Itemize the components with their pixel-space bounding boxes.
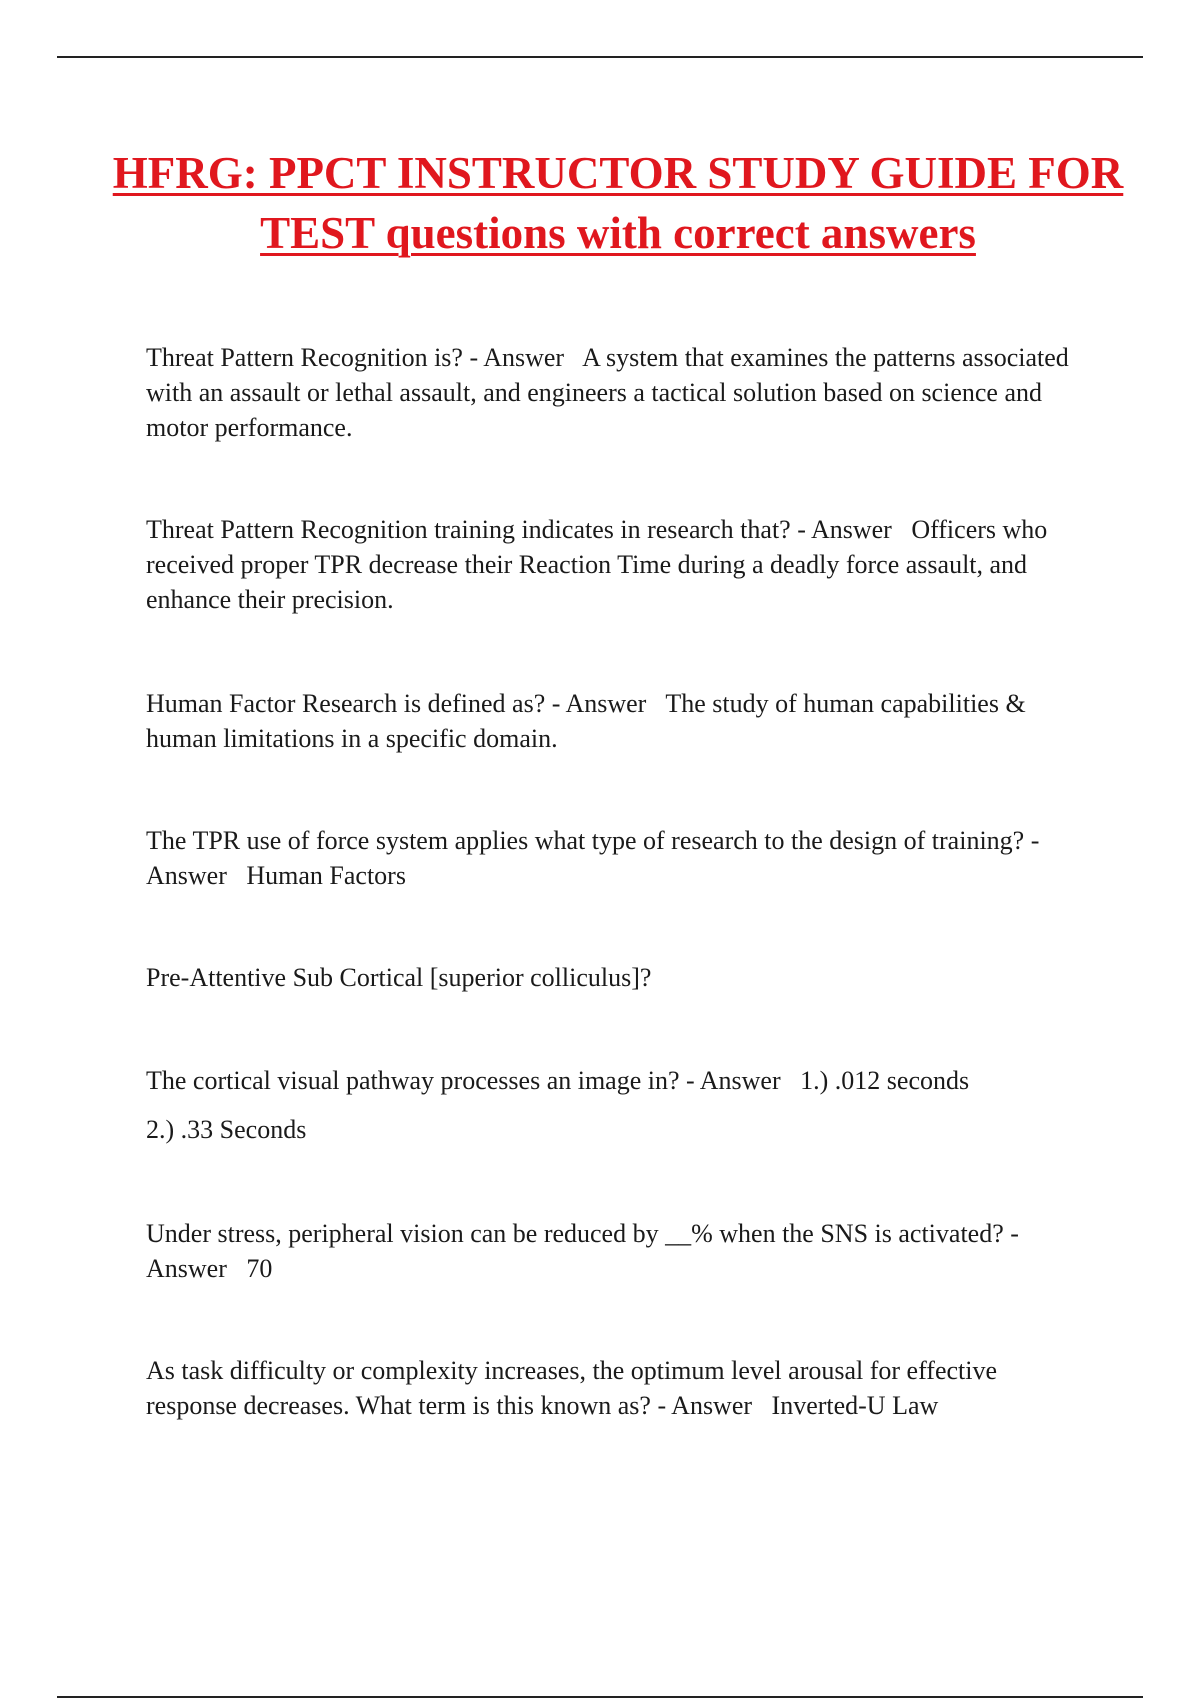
top-rule [57,56,1143,58]
answer-label: - Answer [686,1066,781,1095]
qa-entry [146,823,1086,893]
qa-text [146,823,1086,893]
question-text: As task difficulty or complexity increases, the optimum level arousal for effective response decreases. What term is this known as? [146,1356,998,1420]
question-text: Human Factor Research is defined as? [146,689,546,718]
answer-text: Human Factors [246,861,406,890]
answer-label: - Answer [797,515,892,544]
answer-label: - Answer [146,826,1040,890]
qa-text [146,1063,1086,1098]
document-title: HFRG: PPCT INSTRUCTOR STUDY GUIDE FOR TEST questions with correct answers [112,148,1124,258]
answer-text: Inverted-U Law [771,1391,939,1420]
qa-text [146,1353,1086,1423]
qa-entry [146,340,1086,445]
answer-continuation: 2.) .33 Seconds [146,1115,307,1144]
qa-text [146,960,1086,995]
qa-entry [146,1216,1086,1286]
answer-text: A system that examines the patterns associated with an assault or lethal assault, and engineers a tactical solution based on science and motor performance. [146,343,1069,442]
question-text: Under stress, peripheral vision can be reduced by __% when the SNS is activated? [146,1219,1004,1248]
qa-text [146,340,1086,445]
question-text: Pre-Attentive Sub Cortical [superior colliculus]? [146,963,652,992]
answer-text: The study of human capabilities & human limitations in a specific domain. [146,689,1026,753]
answer-text: 70 [246,1254,273,1283]
answer-text: 1.) .012 seconds [800,1066,970,1095]
qa-text [146,1216,1086,1286]
bottom-rule [57,1696,1143,1698]
qa-entry [146,686,1086,756]
qa-entry [146,512,1086,617]
answer-label: - Answer [469,343,565,372]
answer-label: - Answer [551,689,647,718]
question-text: Threat Pattern Recognition is? [146,343,463,372]
answer-label: - Answer [657,1391,753,1420]
qa-text [146,512,1086,617]
qa-text [146,686,1086,756]
answer-text: Officers who received proper TPR decrease their Reaction Time during a deadly force assault, and enhance their precision. [146,515,1048,614]
question-text: Threat Pattern Recognition training indicates in research that? [146,515,791,544]
qa-entry [146,960,1086,995]
answer-label: - Answer [146,1219,1019,1283]
question-text: The cortical visual pathway processes an image in? [146,1066,680,1095]
qa-entry [146,1063,1086,1147]
qa-entry [146,1353,1086,1423]
question-text: The TPR use of force system applies what type of research to the design of training? [146,826,1025,855]
